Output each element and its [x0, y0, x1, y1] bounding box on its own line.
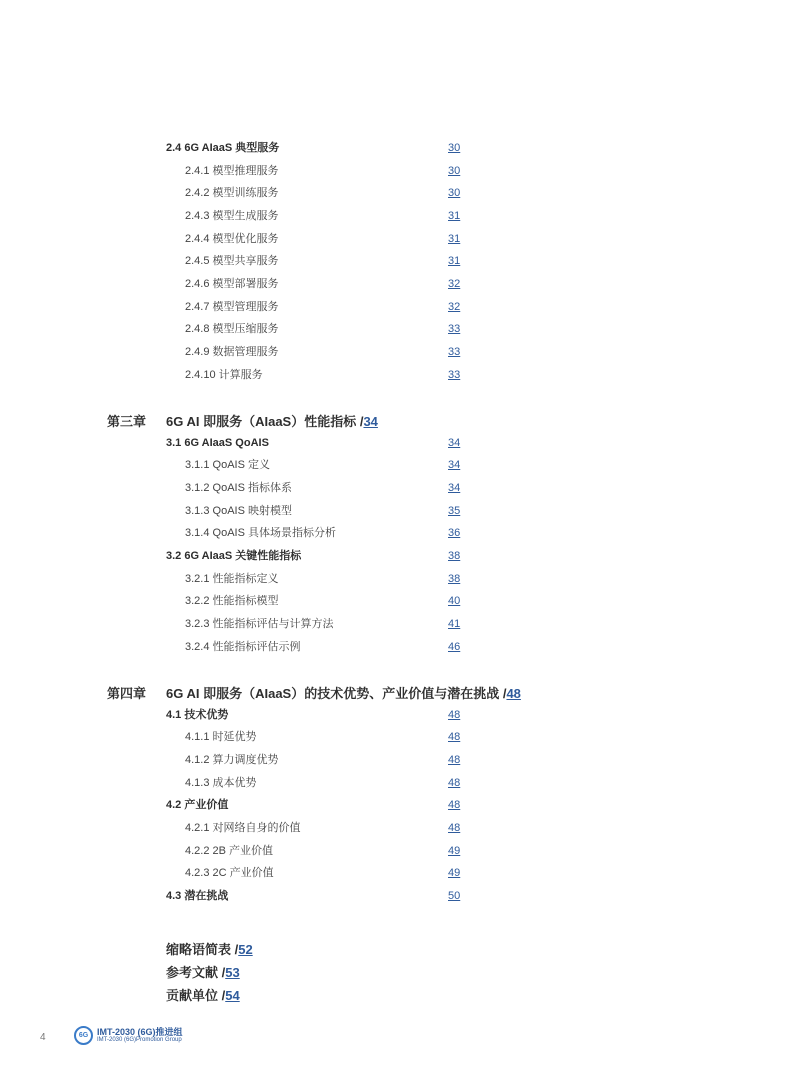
appendix-page-link[interactable]: 53: [225, 965, 240, 980]
chapter-3-title-text: 6G AI 即服务（AIaaS）性能指标 /: [166, 414, 364, 429]
toc-section-4-2: 4.2 产业价值: [166, 799, 229, 811]
toc-page-link[interactable]: 31: [448, 255, 461, 267]
toc-page-link[interactable]: 33: [448, 323, 461, 335]
toc-section-4-1: 4.1 技术优势: [166, 709, 229, 721]
toc-subsection: 2.4.5 模型共享服务: [185, 255, 279, 267]
toc-subsection: 4.1.1 时延优势: [185, 731, 257, 743]
chapter-4-page-link[interactable]: 48: [506, 686, 521, 701]
page-number: 4: [40, 1032, 46, 1043]
toc-subsection: 3.2.1 性能指标定义: [185, 573, 279, 585]
toc-page-link[interactable]: 30: [448, 165, 461, 177]
logo-text: [97, 1027, 183, 1044]
toc-subsection: 2.4.10 计算服务: [185, 369, 263, 381]
toc-page-link[interactable]: 31: [448, 233, 461, 245]
toc-subsection: 4.1.2 算力调度优势: [185, 754, 279, 766]
toc-page-link[interactable]: 30: [448, 142, 461, 154]
chapter-3-page-link[interactable]: 34: [363, 414, 378, 429]
toc-section-2-4: 2.4 6G AIaaS 典型服务: [166, 142, 280, 154]
toc-page-link[interactable]: 48: [448, 709, 461, 721]
toc-page-link[interactable]: 49: [448, 867, 461, 879]
appendix-references: [166, 966, 240, 979]
toc-page-link[interactable]: 32: [448, 278, 461, 290]
toc-subsection: 3.2.2 性能指标模型: [185, 595, 279, 607]
toc-page-link[interactable]: 41: [448, 618, 461, 630]
appendix-page-link[interactable]: 52: [238, 942, 253, 957]
logo-mark-icon: 6G: [74, 1026, 93, 1045]
toc-page-link[interactable]: 33: [448, 346, 461, 358]
toc-subsection: 4.2.1 对网络自身的价值: [185, 822, 301, 834]
toc-page-link[interactable]: 34: [448, 482, 461, 494]
toc-page-link[interactable]: 50: [448, 890, 461, 902]
toc-subsection: 3.1.4 QoAIS 具体场景指标分析: [185, 527, 336, 539]
toc-page-link[interactable]: 38: [448, 550, 461, 562]
toc-page-link[interactable]: 38: [448, 573, 461, 585]
toc-page-link[interactable]: 35: [448, 505, 461, 517]
chapter-4-label: 第四章: [107, 686, 147, 701]
toc-page-link[interactable]: 48: [448, 799, 461, 811]
toc-page-link[interactable]: 32: [448, 301, 461, 313]
toc-page-link[interactable]: 48: [448, 777, 461, 789]
toc-page-link[interactable]: 48: [448, 731, 461, 743]
toc-subsection: 4.2.3 2C 产业价值: [185, 867, 274, 879]
toc-subsection: 2.4.9 数据管理服务: [185, 346, 279, 358]
toc-page-link[interactable]: 30: [448, 187, 461, 199]
toc-page-link[interactable]: 46: [448, 641, 461, 653]
toc-subsection: 3.2.4 性能指标评估示例: [185, 641, 301, 653]
toc-section-3-2: 3.2 6G AIaaS 关键性能指标: [166, 550, 302, 562]
toc-subsection: 2.4.8 模型压缩服务: [185, 323, 279, 335]
chapter-3-title: [166, 415, 378, 428]
toc-subsection: 2.4.3 模型生成服务: [185, 210, 279, 222]
appendix-title: 缩略语简表 /: [166, 942, 239, 957]
toc-page-link[interactable]: 31: [448, 210, 461, 222]
appendix-contributors: [166, 989, 240, 1002]
toc-page-link[interactable]: 48: [448, 822, 461, 834]
toc-page-link[interactable]: 49: [448, 845, 461, 857]
chapter-4-title: [166, 687, 521, 700]
toc-subsection: 3.1.3 QoAIS 映射模型: [185, 505, 292, 517]
appendix-title: 参考文献 /: [166, 965, 226, 980]
toc-subsection: 3.2.3 性能指标评估与计算方法: [185, 618, 334, 630]
toc-page-link[interactable]: 36: [448, 527, 461, 539]
toc-subsection: 3.1.2 QoAIS 指标体系: [185, 482, 292, 494]
chapter-4-title-text: 6G AI 即服务（AIaaS）的技术优势、产业价值与潜在挑战 /: [166, 686, 507, 701]
logo-sub-text: IMT-2030 (6G)Promotion Group: [97, 1037, 182, 1043]
toc-section-4-3: 4.3 潜在挑战: [166, 890, 229, 902]
toc-subsection: 4.1.3 成本优势: [185, 777, 257, 789]
logo-main-text: IMT-2030 (6G)推进组: [97, 1027, 183, 1037]
toc-section-3-1: 3.1 6G AIaaS QoAIS: [166, 437, 269, 449]
toc-subsection: 2.4.1 模型推理服务: [185, 165, 279, 177]
toc-page-link[interactable]: 48: [448, 754, 461, 766]
toc-subsection: 3.1.1 QoAIS 定义: [185, 459, 270, 471]
appendix-page-link[interactable]: 54: [225, 988, 240, 1003]
appendix-abbreviations: [166, 943, 253, 956]
toc-subsection: 4.2.2 2B 产业价值: [185, 845, 274, 857]
toc-subsection: 2.4.4 模型优化服务: [185, 233, 279, 245]
toc-subsection: 2.4.6 模型部署服务: [185, 278, 279, 290]
toc-subsection: 2.4.2 模型训练服务: [185, 187, 279, 199]
chapter-3-label: 第三章: [107, 414, 147, 429]
appendix-title: 贡献单位 /: [166, 988, 226, 1003]
toc-page-link[interactable]: 34: [448, 459, 461, 471]
imt2030-logo: [74, 1026, 183, 1045]
toc-subsection: 2.4.7 模型管理服务: [185, 301, 279, 313]
toc-page-link[interactable]: 34: [448, 437, 461, 449]
toc-page-link[interactable]: 40: [448, 595, 461, 607]
toc-page-link[interactable]: 33: [448, 369, 461, 381]
